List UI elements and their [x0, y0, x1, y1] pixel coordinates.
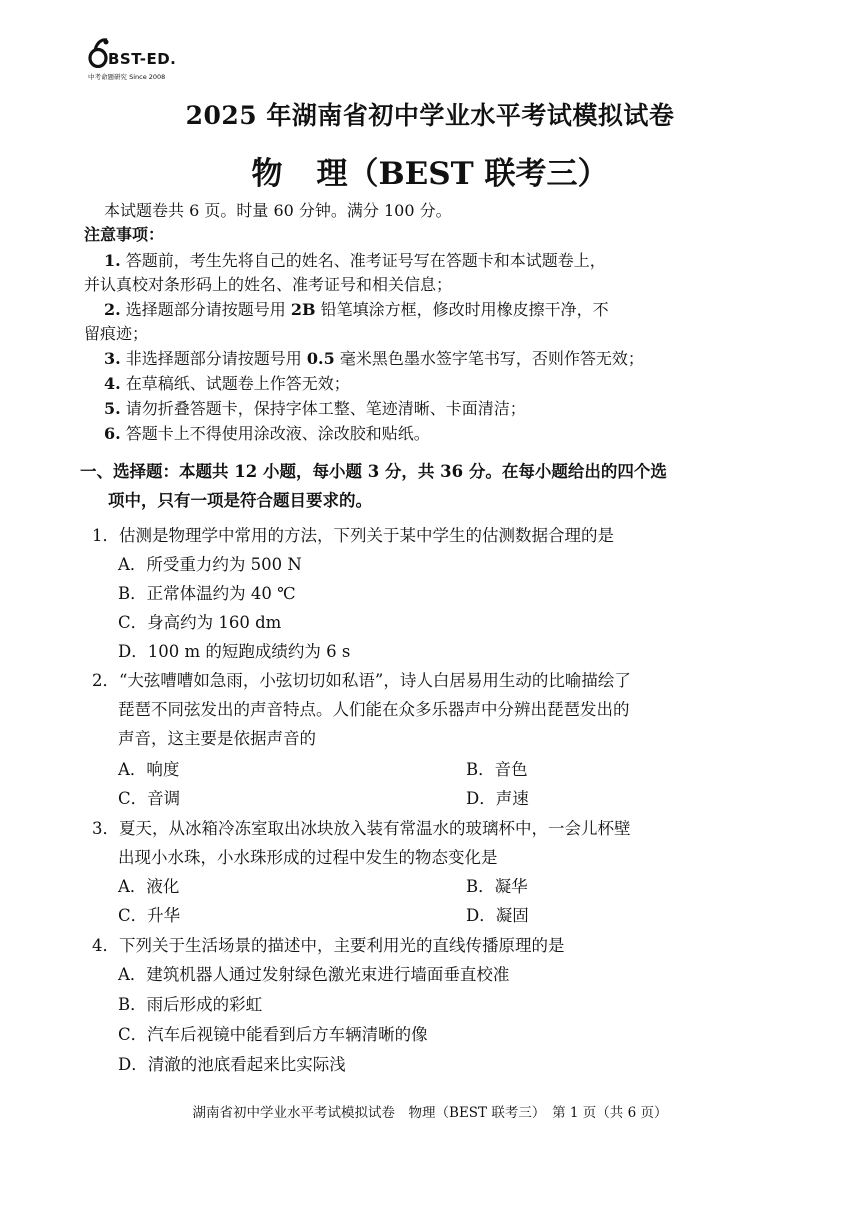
- publisher-logo: [88, 38, 198, 86]
- question-option: A．液化: [118, 877, 180, 896]
- page-footer: 湖南省初中学业水平考试模拟试卷 物理（BEST 联考三） 第 1 页（共 6 页）: [192, 1105, 668, 1121]
- notice-item: 3. 非选择题部分请按题号用 0.5 毫米黑色墨水签字笔书写，否则作答无效；: [104, 349, 644, 368]
- subject-edition: （BEST 联考三）: [347, 156, 609, 192]
- question-option: D．清澈的池底看起来比实际浅: [118, 1055, 346, 1074]
- notice-heading: 注意事项：: [84, 225, 165, 244]
- section-heading: 一、选择题：本题共 12 小题，每小题 3 分，共 36 分。在每小题给出的四个选: [80, 462, 667, 481]
- notice-item: 2. 选择题部分请按题号用 2B 铅笔填涂方框，修改时用橡皮擦干净，不: [104, 300, 609, 319]
- logo-brand: BST-ED.: [108, 50, 177, 68]
- logo-tagline: 中考命题研究 Since 2008: [88, 73, 166, 81]
- question-option: A．所受重力约为 500 N: [118, 555, 302, 574]
- notice-item: 5. 请勿折叠答题卡，保持字体工整、笔迹清晰、卡面清洁；: [104, 399, 526, 418]
- question-option: D．100 m 的短跑成绩约为 6 s: [118, 642, 351, 661]
- seed-logo-icon: [88, 38, 110, 68]
- exam-title: 2025 年湖南省初中学业水平考试模拟试卷: [185, 101, 675, 130]
- question-option: B．正常体温约为 40 ℃: [118, 584, 296, 603]
- question-option: A．建筑机器人通过发射绿色激光束进行墙面垂直校准: [118, 965, 510, 984]
- question-option: B．凝华: [466, 877, 528, 896]
- question-option: C．汽车后视镜中能看到后方车辆清晰的像: [118, 1025, 428, 1044]
- notice-item: 4. 在草稿纸、试题卷上作答无效；: [104, 374, 350, 393]
- question-option: C．升华: [118, 906, 181, 925]
- question-option: A．响度: [118, 760, 180, 779]
- question-option: D．声速: [466, 789, 529, 808]
- question-stem: 2．“大弦嘈嘈如急雨，小弦切切如私语”，诗人白居易用生动的比喻描绘了: [92, 671, 631, 690]
- question-option: B．音色: [466, 760, 528, 779]
- question-option: B．雨后形成的彩虹: [118, 995, 263, 1014]
- exam-subject: [0, 148, 860, 193]
- notice-item-cont: 并认真校对条形码上的姓名、准考证号和相关信息；: [84, 275, 453, 294]
- question-stem: 1．估测是物理学中常用的方法，下列关于某中学生的估测数据合理的是: [92, 526, 614, 545]
- question-stem: 3．夏天，从冰箱冷冻室取出冰块放入装有常温水的玻璃杯中，一会儿杯壁: [92, 819, 631, 838]
- question-option: C．身高约为 160 dm: [118, 613, 282, 632]
- notice-item: 1. 答题前，考生先将自己的姓名、准考证号写在答题卡和本试题卷上，: [104, 251, 606, 270]
- notice-item-cont: 留痕迹；: [84, 324, 149, 343]
- subject-char-1: 物: [251, 156, 283, 192]
- section-heading-cont: 项中，只有一项是符合题目要求的。: [108, 491, 372, 510]
- question-stem-cont: 声音，这主要是依据声音的: [118, 729, 316, 748]
- subject-char-2: 理: [316, 156, 348, 192]
- question-option: D．凝固: [466, 906, 529, 925]
- question-stem-cont: 琵琶不同弦发出的声音特点。人们能在众多乐器声中分辨出琵琶发出的: [118, 700, 630, 719]
- question-stem: 4．下列关于生活场景的描述中，主要利用光的直线传播原理的是: [92, 936, 565, 955]
- notice-item: 6. 答题卡上不得使用涂改液、涂改胶和贴纸。: [104, 424, 430, 443]
- exam-info: 本试题卷共 6 页。时量 60 分钟。满分 100 分。: [104, 201, 452, 220]
- question-stem-cont: 出现小水珠，小水珠形成的过程中发生的物态变化是: [118, 848, 498, 867]
- question-option: C．音调: [118, 789, 181, 808]
